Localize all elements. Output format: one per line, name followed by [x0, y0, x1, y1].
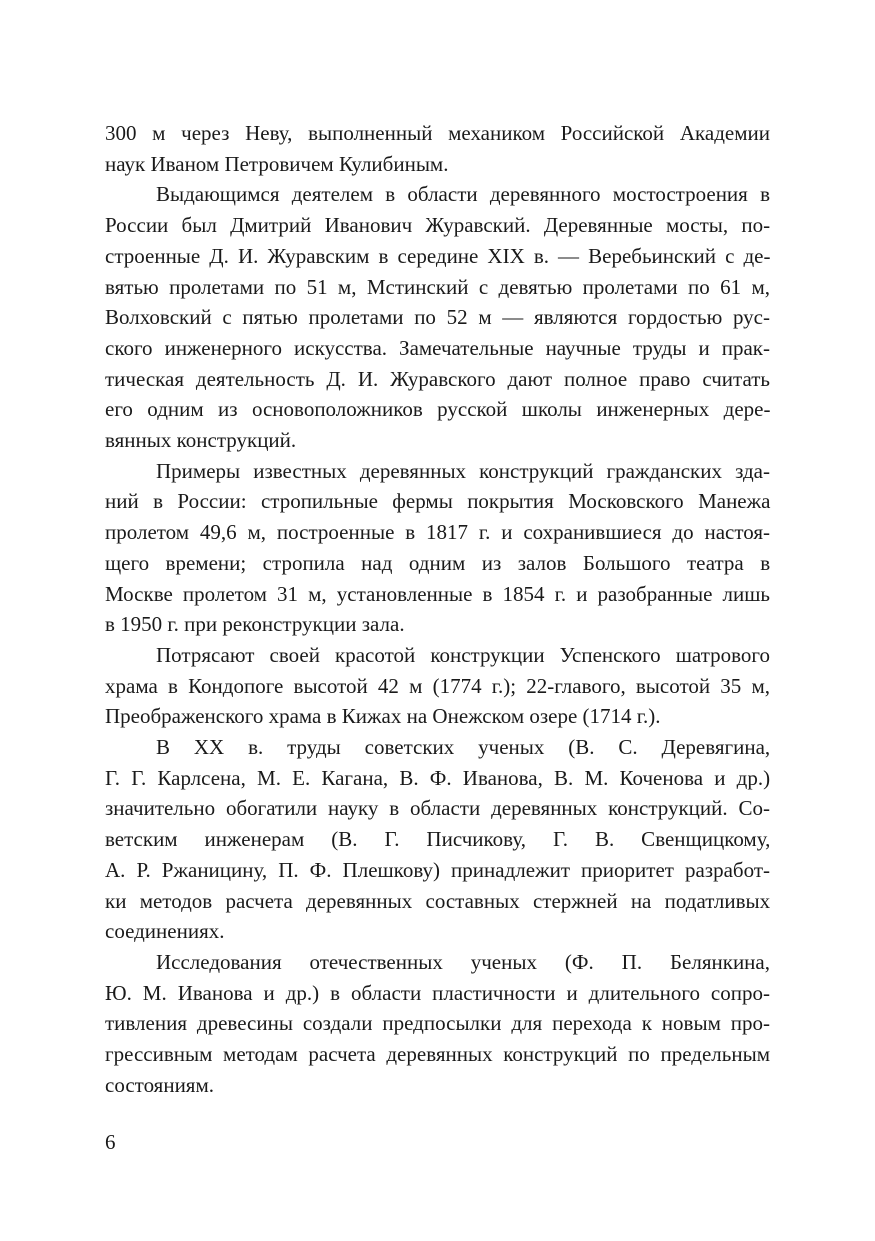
paragraph-3 — [105, 456, 770, 640]
page-number: 6 — [105, 1130, 116, 1154]
text-line: тическая деятельность Д. И. Журавского дают полное право считать — [105, 366, 770, 391]
text-line: ского инженерного искусства. Замечательные научные труды и прак- — [105, 335, 770, 360]
paragraph-6 — [105, 947, 770, 1101]
text-line: России был Дмитрий Иванович Журавский. Деревянные мосты, по- — [105, 213, 771, 238]
text-line: его одним из основоположников русской школы инженерных дере- — [105, 397, 771, 422]
text-line: в 1950 г. при реконструкции зала. — [105, 612, 405, 637]
text-line: Г. Г. Карлсена, М. Е. Кагана, В. Ф. Иванова, В. М. Коченова и др.) — [105, 765, 771, 790]
text-line: наук Иваном Петровичем Кулибиным. — [105, 151, 449, 176]
text-line: соединениях. — [105, 919, 225, 944]
text-line: вянных конструкций. — [105, 428, 297, 453]
text-line: Потрясают своей красотой конструкции Успенского шатрового — [156, 642, 770, 667]
text-line: значительно обогатили науку в области деревянных конструкций. Со- — [105, 796, 770, 821]
paragraph-2 — [105, 179, 770, 455]
text-line: А. Р. Ржаницину, П. Ф. Плешкову) принадлежит приоритет разработ- — [105, 857, 770, 882]
text-line: ний в России: стропильные фермы покрытия Московского Манежа — [105, 489, 771, 514]
text-line: храма в Кондопоге высотой 42 м (1774 г.); 22-главого, высотой 35 м, — [105, 673, 770, 698]
paragraph-5 — [105, 732, 770, 947]
paragraph-4 — [105, 640, 770, 732]
text-line: тивления древесины создали предпосылки для перехода к новым про- — [105, 1011, 770, 1036]
text-line: вятью пролетами по 51 м, Мстинский с девятью пролетами по 61 м, — [105, 274, 770, 299]
text-line: Москве пролетом 31 м, установленные в 1854 г. и разобранные лишь — [105, 581, 770, 606]
text-line: Преображенского храма в Кижах на Онежском озере (1714 г.). — [105, 704, 661, 729]
paragraph-1 — [105, 118, 770, 179]
text-line: пролетом 49,6 м, построенные в 1817 г. и сохранившиеся до настоя- — [105, 520, 770, 545]
text-line: 300 м через Неву, выполненный механиком Российской Академии — [105, 121, 770, 145]
text-line: строенные Д. И. Журавским в середине XIX в. — Веребьинский с де- — [105, 243, 771, 268]
text-line: Выдающимся деятелем в области деревянного мостостроения в — [156, 182, 770, 207]
text-line: Исследования отечественных ученых (Ф. П. Белянкина, — [156, 949, 770, 974]
text-line: Примеры известных деревянных конструкций гражданских зда- — [156, 458, 770, 483]
text-line: В XX в. труды советских ученых (В. С. Деревягина, — [156, 735, 771, 760]
text-line: щего времени; стропила над одним из залов Большого театра в — [105, 550, 771, 575]
body-text — [105, 118, 770, 1101]
text-line: ветским инженерам (В. Г. Писчикову, Г. В. Свенщицкому, — [105, 827, 771, 852]
text-line: Волховский с пятью пролетами по 52 м — являются гордостью рус- — [105, 305, 770, 330]
text-line: ки методов расчета деревянных составных стержней на податливых — [105, 888, 771, 913]
text-line: Ю. М. Иванова и др.) в области пластичности и длительного сопро- — [105, 980, 770, 1005]
text-line: грессивным методам расчета деревянных конструкций по предельным — [105, 1042, 770, 1067]
text-line: состояниям. — [105, 1072, 214, 1097]
